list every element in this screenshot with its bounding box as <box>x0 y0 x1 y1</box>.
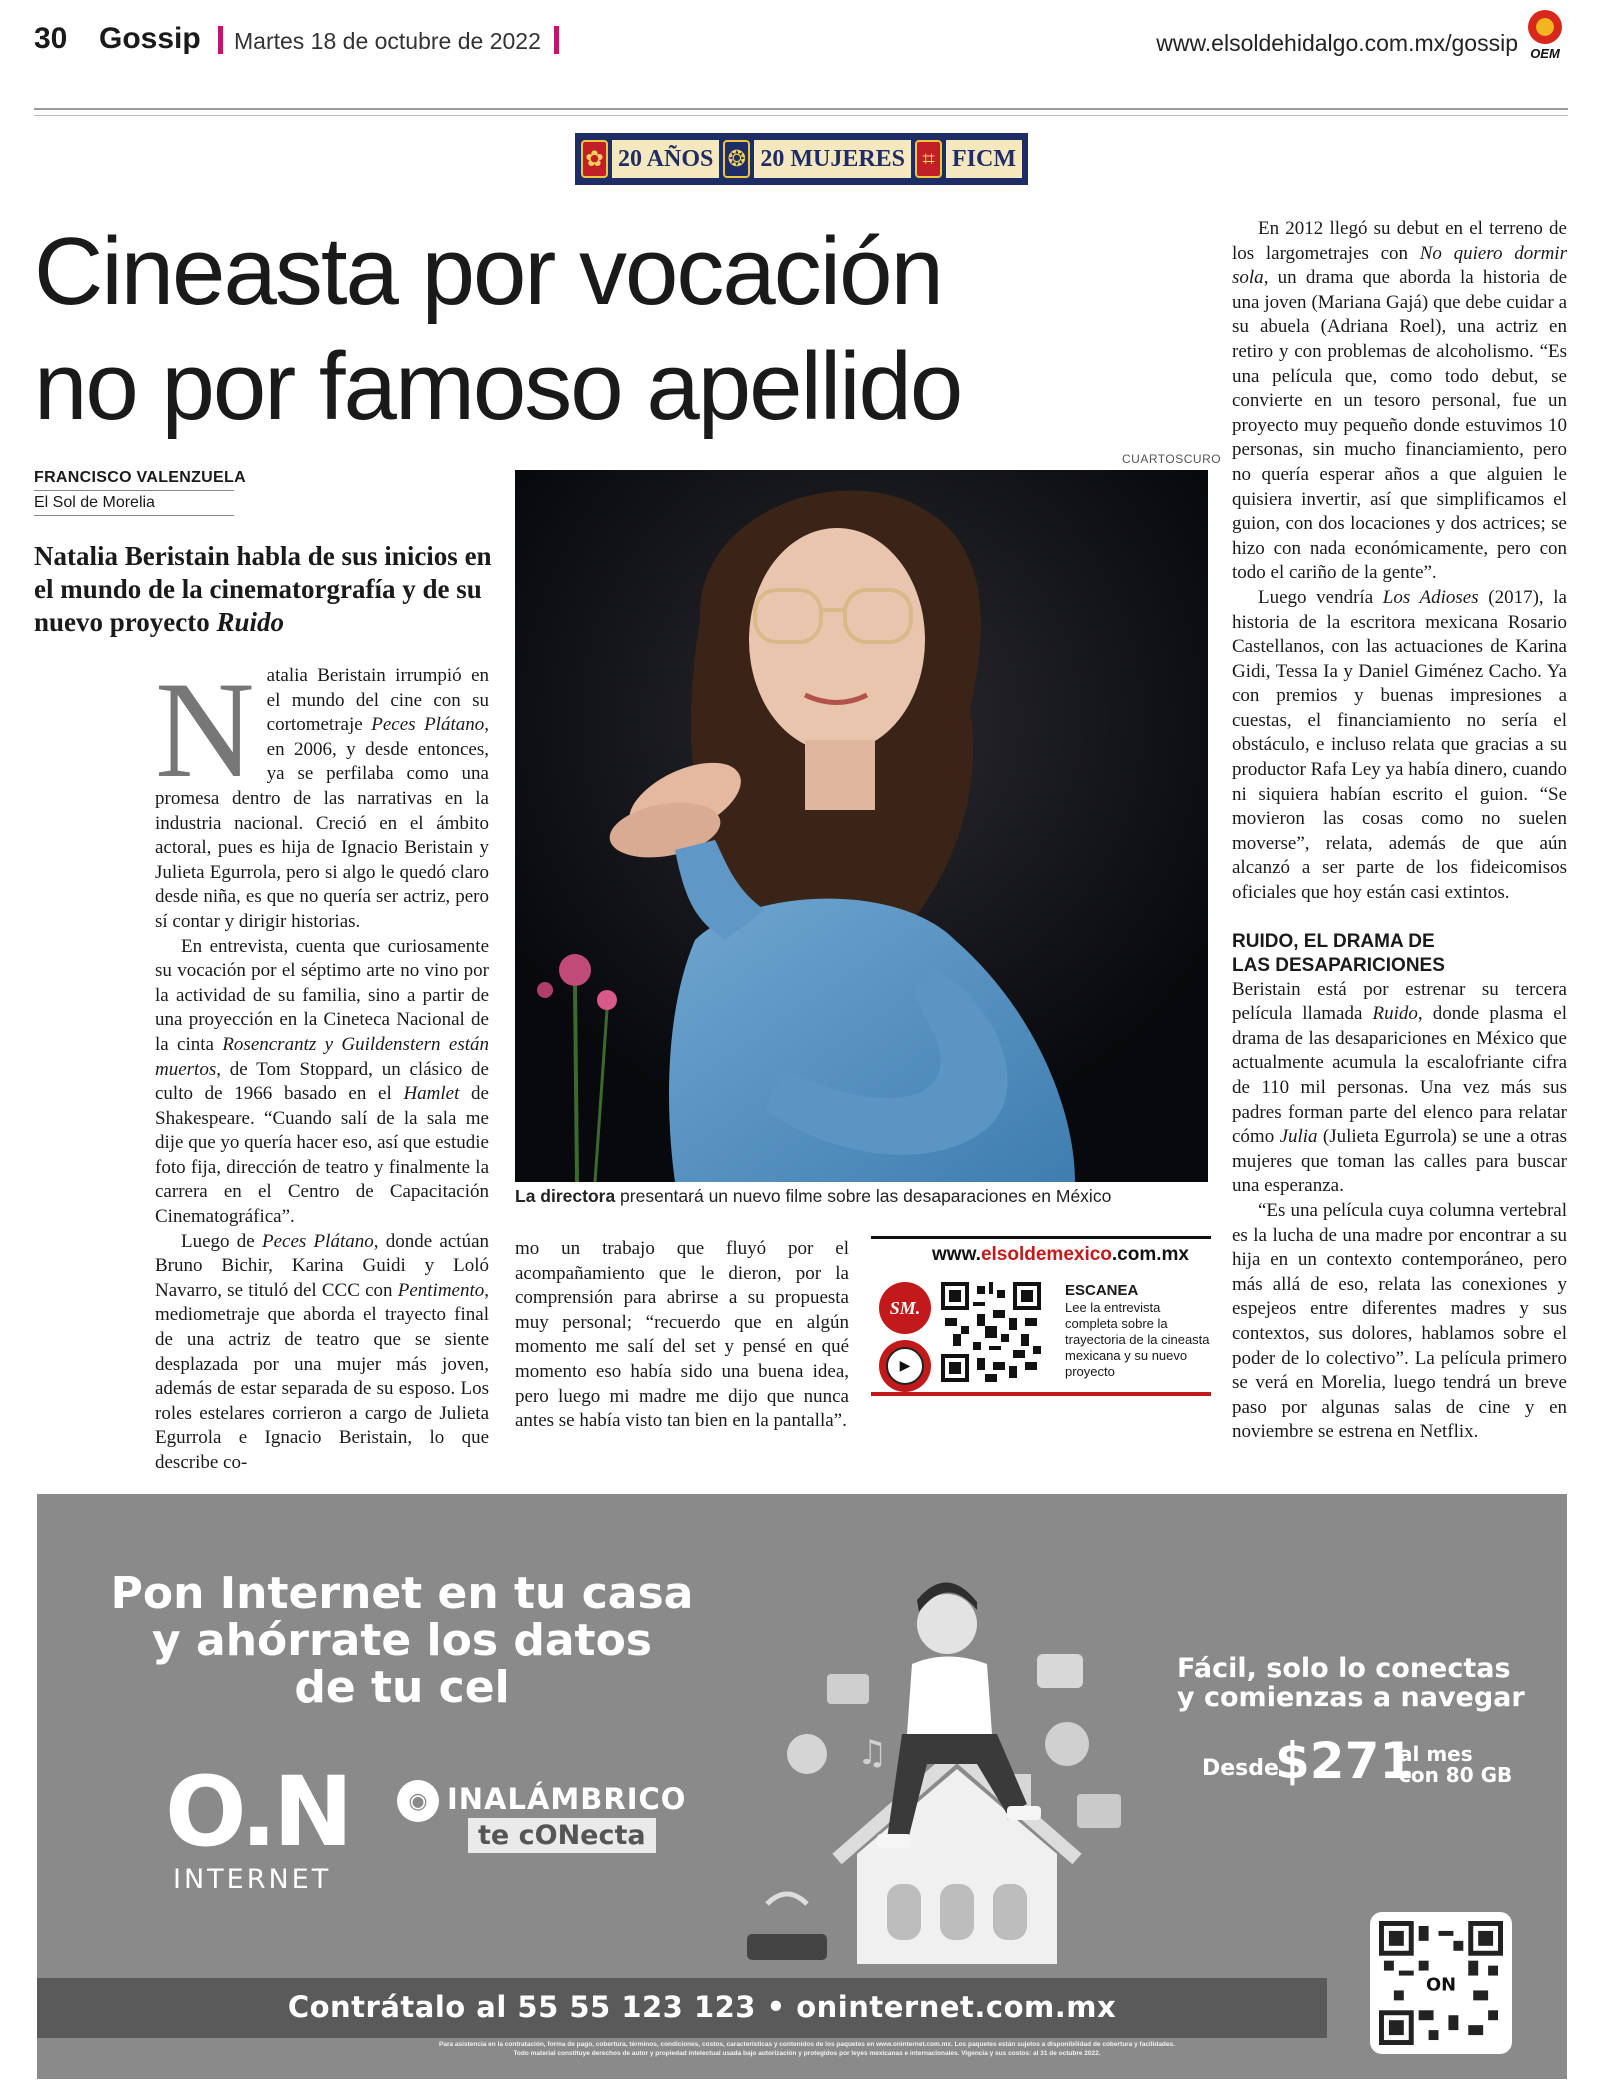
on-internet-logo: O.N <box>165 1756 350 1868</box>
banner-women: 20 MUJERES <box>754 140 911 178</box>
play-icon <box>1045 1722 1089 1766</box>
qr-center-label: ON <box>1425 1974 1457 1996</box>
wireless-label: INALÁMBRICO <box>447 1782 687 1816</box>
section-name: Gossip <box>99 22 201 55</box>
article-paragraph: Luego vendría Los Adioses (2017), la historia de la escritora mexicana Rosario Castellanos, con las actuaciones de Karina Gidi, Tessa Ia y Daniel Giménez Cacho. Ya con premios y buenas impresiones a cuestas, el financiamiento no sería el obstáculo, e incluso relata que gracias a su productor Rafa Ley ya había dinero, cuando ni siquiera habían escrito el guion. “Se movieron las cosas como no suelen moverse”, relata, además de que aún alcanzó a ser parte de los fideicomisos oficiales que hoy están casi extintos. <box>1232 586 1568 904</box>
ad-headline: Pon Internet en tu casa y ahórrate los datos de tu cel <box>110 1568 694 1713</box>
article-column-3 <box>1232 217 1567 1445</box>
banner-years: 20 AÑOS <box>612 140 719 178</box>
like-icon <box>787 1734 827 1774</box>
scan-title: ESCANEA <box>1065 1282 1139 1299</box>
article-column-2 <box>515 1237 849 1434</box>
photo-caption <box>515 1186 1208 1207</box>
article-paragraph: Beristain está por estrenar su tercera película llamada Ruido, donde plasma el drama de las desapariciones en México que actualmente acumula la escalofriante cifra de 110 mil personas. Una vez más sus padres forman parte del elenco para relatar cómo Julia (Julieta Egurrola) se une a otras mujeres que toman las calles para buscar una esperanza. <box>1232 978 1567 1197</box>
caption-text: presentará un nuevo filme sobre las desaparaciones en México <box>615 1186 1112 1206</box>
caption-lead: La directora <box>515 1186 616 1206</box>
deck-italic: Ruido <box>216 606 285 637</box>
article-paragraph: mo un trabajo que fluyó por el acompañamiento que le dieron, por la comprensión para abrirse a su propuesta muy personal; “recuerdo que en algún momento me salí del set y pensé en qué momento eso había sido una buena idea, pero luego mi madre me dijo que nunca antes se había visto tan bien en la pantalla”. <box>515 1238 849 1432</box>
person-on-house-illustration <box>737 1554 1177 1984</box>
headline <box>34 214 1234 444</box>
sol-de-mexico-logo: SM. <box>879 1282 931 1334</box>
article-paragraph: Luego de Peces Plátano, donde actúan Bruno Bichir, Karina Guidi y Loló Navarro, se tituló del CCC con Pentimento, mediometraje que aborda el trayecto final de una actriz de teatro que se siente desplazada por una mujer más joven, además de estar separada de su esposo. Los roles estelares corrieron a cargo de Julieta Egurrola e Ignacio Beristain, lo que describe co- <box>155 1230 490 1473</box>
author-name: FRANCISCO VALENZUELA <box>34 469 246 486</box>
article-paragraph: Natalia Beristain irrumpió en el mundo del cine con su cortometraje Peces Plátano, en 2006, y desde entonces, ya se perfilaba como una promesa dentro de las narrativas en la industria nacional. Creció en el ámbito actoral, pues es hija de Ignacio Beristain y Julieta Egurrola, pero si algo le quedó claro desde niña, es que no quería ser actriz, pero sí contar y dirigir historias. <box>155 653 489 932</box>
header-divider <box>554 26 559 54</box>
article-column-1 <box>155 653 490 1476</box>
on-internet-logo-sub: INTERNET <box>173 1864 332 1895</box>
price-terms: al mes con 80 GB <box>1399 1742 1513 1787</box>
page-number: 30 <box>34 22 68 55</box>
price-amount: $271 <box>1275 1732 1415 1790</box>
deck-text: Natalia Beristain habla de sus inicios en el mundo de la cinematorgrafía y de su nuevo proyecto <box>34 541 492 637</box>
section-url: www.elsoldehidalgo.com.mx/gossip <box>1156 30 1518 56</box>
chat-icon <box>1037 1654 1083 1688</box>
qr-code-icon <box>1379 1921 1503 2045</box>
headline-line: no por famoso apellido <box>34 333 962 441</box>
article-subheading: RUIDO, EL DRAMA DE LAS DESAPARICIONES <box>1232 930 1445 976</box>
header-divider <box>218 26 223 54</box>
flower-ornament-icon: ✿ <box>581 140 608 178</box>
qr-code-icon[interactable] <box>941 1282 1041 1382</box>
photo-credit: CUARTOSCURO <box>1122 452 1222 466</box>
price-prefix: Desde <box>1202 1756 1279 1781</box>
banner-ficm: FICM <box>946 140 1022 178</box>
article-deck <box>34 540 494 639</box>
director-portrait-image <box>515 470 1208 1182</box>
on-internet-advertisement <box>37 1494 1567 2079</box>
wireless-icon: ◉ <box>397 1780 439 1822</box>
issue-date: Martes 18 de octubre de 2022 <box>234 28 541 54</box>
oem-sun-logo <box>1522 10 1568 66</box>
ad-tagline: Fácil, solo lo conectas y comienzas a navegar <box>1177 1653 1525 1713</box>
article-photo <box>515 470 1208 1182</box>
scan-description: Lee la entrevista completa sobre la trayectoria de la cineasta mexicana y su nuevo proyecto <box>1065 1300 1210 1379</box>
header-rule <box>34 108 1568 110</box>
article-paragraph: “Es una película cuya columna vertebral es la lucha de una madre por encontrar a su hija en un contexto contemporáneo, pero más allá de eso, relata las conexiones y espejeos entre diferentes madres y sus contextos, sus dolores, hablamos sobre el poder de lo colectivo”. La película primero se verá en Morelia, luego tendrá un breve paso por algunas salas de cine y en noviembre se estrena en Netflix. <box>1232 1199 1567 1443</box>
te-conecta-tag: te cONecta <box>468 1818 656 1853</box>
medallion-ornament-icon: ❂ <box>723 140 750 178</box>
article-paragraph: En entrevista, cuenta que curiosamente su vocación por el séptimo arte no vino por la actividad de su familia, sino a partir de una proyección en la Cineteca Nacional de la cinta Rosencrantz y Guildenstern están muertos, de Tom Stoppard, un clásico de culto de 1966 basado en el Hamlet de Shakespeare. “Cuando salí de la sala me dije que yo quería hacer eso, así que estudie foto fija, dirección de teatro y finalmente la carrera en el Centro de Capacitación Cinematográfica”. <box>155 935 489 1228</box>
qr-promo-box <box>871 1236 1211 1400</box>
sun-icon <box>1528 10 1562 44</box>
drop-cap: N <box>155 653 255 806</box>
play-video-icon[interactable]: ▶ <box>879 1340 931 1392</box>
byline-rule <box>34 490 234 491</box>
headline-line: Cineasta por vocación <box>34 218 942 325</box>
director-chair-icon: ⌗ <box>915 140 942 178</box>
ad-fine-print: Para asistencia en la contratación, forma de pago, cobertura, términos, condiciones, costos, características y contenidos de los paquetes en www.oninternet.com.mx. Los paquetes están sujetos a disponibilidad de cobertura y facilidades. Todo material constituye derechos de autor y propiedad intelectual usada bajo autorización y protegidos por leyes mexicanas e internacionales. Vigencia y sus costos: al 31 de octubre 2022. <box>439 2041 1175 2057</box>
header-rule <box>34 115 1568 116</box>
cart-icon <box>1077 1794 1121 1828</box>
promo-url[interactable]: www.elsoldemexico.com.mx <box>871 1236 1211 1266</box>
page-header <box>34 22 1568 66</box>
music-icon: ♫ <box>857 1733 888 1773</box>
email-icon <box>827 1674 869 1704</box>
oem-logo-text: OEM <box>1530 46 1560 61</box>
ad-contact-line[interactable]: Contrátalo al 55 55 123 123 • oninternet.com.mx <box>287 1990 1117 2024</box>
ad-qr-code[interactable] <box>1370 1912 1512 2054</box>
author-outlet: El Sol de Morelia <box>34 494 155 511</box>
article-paragraph: En 2012 llegó su debut en el terreno de los largometrajes con No quiero dormir sola, un drama que aborda la historia de una joven (Mariana Gajá) que debe cuidar a su abuela (Adriana Roel), una actriz en retiro y con problemas de alcoholismo. “Es una película que, como todo debut, se convierte en un tesoro personal, fue un proyecto muy pequeño donde estuvimos 10 personas, sin mucho financiamiento, pero no quería esperar años a que alguien le quisiera invertir, así que simplificamos el guion, con dos locaciones y dos actrices; se hizo con nada económicamente, pero con todo el cariño de la gente”. <box>1232 218 1567 584</box>
ficm-banner <box>575 133 1028 185</box>
byline-rule <box>34 515 234 516</box>
